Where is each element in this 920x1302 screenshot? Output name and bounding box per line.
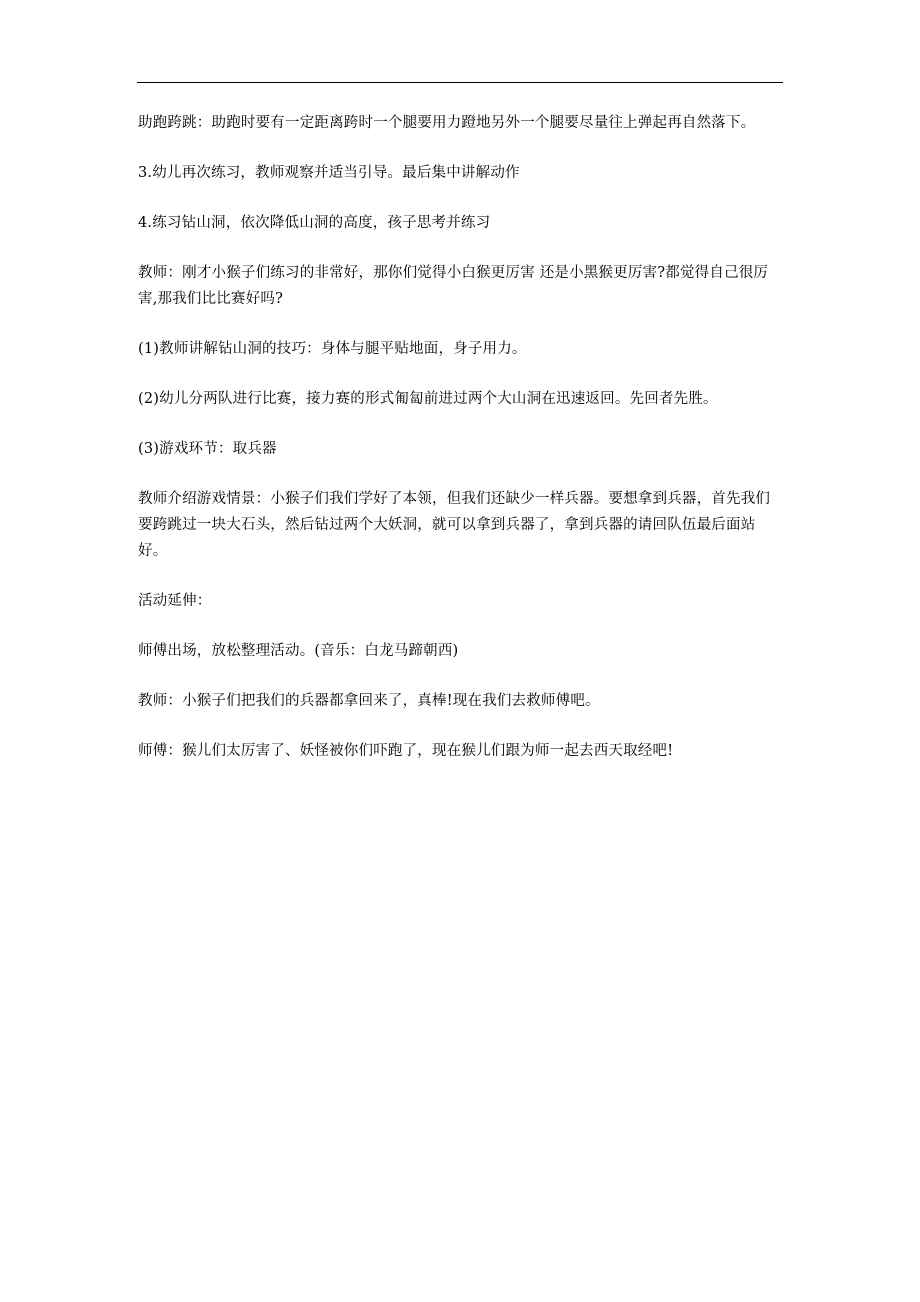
- paragraph-extension-heading: 活动延伸：: [138, 593, 212, 609]
- header-rule: [137, 82, 783, 83]
- paragraph-step-4: 4.练习钻山洞，依次降低山洞的高度，孩子思考并练习: [138, 215, 491, 231]
- paragraph-master-appears: 师傅出场，放松整理活动。(音乐：白龙马蹄朝西): [138, 643, 459, 659]
- paragraph-sub-2: (2)幼儿分两队进行比赛，接力赛的形式匍匐前进过两个大山洞在迅速返回。先回者先胜。: [138, 391, 718, 407]
- paragraph-teacher-question: 教师：刚才小猴子们练习的非常好，那你们觉得小白猴更厉害 还是小黑猴更厉害?都觉得自己很厉害,那我们比比赛好吗?: [138, 265, 769, 307]
- paragraph-step-3: 3.幼儿再次练习，教师观察并适当引导。最后集中讲解动作: [138, 165, 520, 181]
- paragraph-sub-3: (3)游戏环节：取兵器: [138, 441, 277, 457]
- paragraph-master-closing: 师傅：猴儿们太厉害了、妖怪被你们吓跑了，现在猴儿们跟为师一起去西天取经吧!: [138, 743, 674, 759]
- paragraph-game-scenario: 教师介绍游戏情景：小猴子们我们学好了本领，但我们还缺少一样兵器。要想拿到兵器，首先我们要跨跳过一块大石头，然后钻过两个大妖洞，就可以拿到兵器了，拿到兵器的请回队伍最后面站好。: [138, 491, 771, 559]
- document-body: [138, 110, 778, 788]
- paragraph-run-jump: 助跑跨跳：助跑时要有一定距离跨时一个腿要用力蹬地另外一个腿要尽量往上弹起再自然落下。: [138, 115, 756, 131]
- paragraph-teacher-praise: 教师：小猴子们把我们的兵器都拿回来了，真棒!现在我们去救师傅吧。: [138, 693, 600, 709]
- paragraph-sub-1: (1)教师讲解钻山洞的技巧：身体与腿平贴地面，身子用力。: [138, 341, 527, 357]
